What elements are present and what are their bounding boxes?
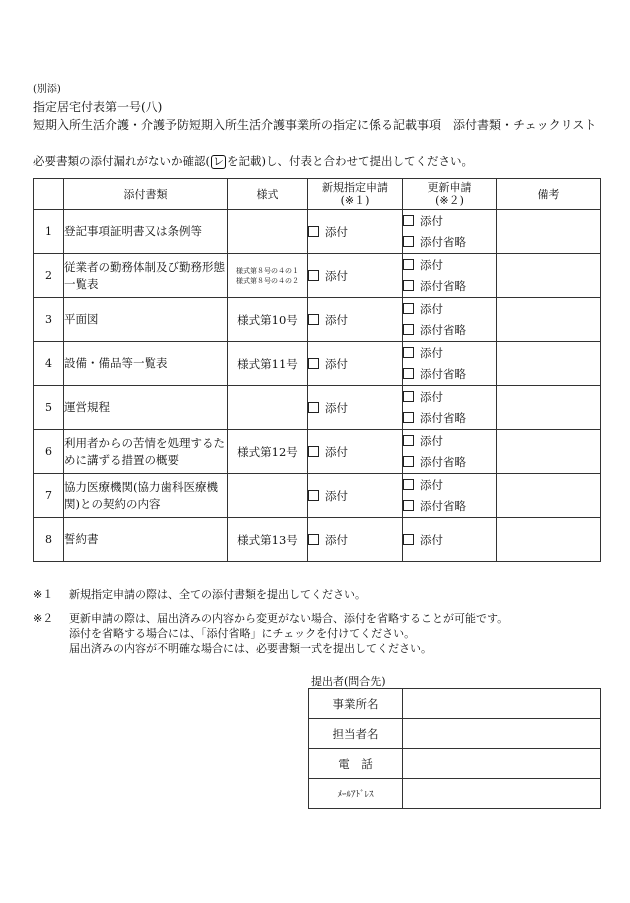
col-header-form: 様式 xyxy=(228,179,308,210)
row-number: 3 xyxy=(34,298,64,342)
phone-label: 電 話 xyxy=(309,749,403,779)
new-application-cell xyxy=(308,342,403,386)
renew-attach-checkbox[interactable] xyxy=(403,215,414,226)
renew-omit-label: 添付省略 xyxy=(420,278,466,293)
note-1-line-1: 新規指定申請の際は、全ての添付書類を提出してください。 xyxy=(69,588,366,601)
renewal-cell xyxy=(403,254,497,298)
renewal-cell xyxy=(403,298,497,342)
col-header-renewal xyxy=(403,179,497,210)
new-application-cell xyxy=(308,430,403,474)
form-number xyxy=(228,474,308,518)
note-2-mark: ※２ xyxy=(33,612,54,625)
note-2 xyxy=(33,611,508,656)
renew-omit-label: 添付省略 xyxy=(420,234,466,249)
document-name: 運営規程 xyxy=(64,386,228,430)
remarks-cell[interactable] xyxy=(497,254,601,298)
checklist-table xyxy=(33,178,601,562)
col-header-new-application xyxy=(308,179,403,210)
table-row xyxy=(34,386,601,430)
row-number: 7 xyxy=(34,474,64,518)
submitter-row xyxy=(309,719,601,749)
table-row xyxy=(34,342,601,386)
new-attach-label: 添付 xyxy=(325,400,348,415)
new-attach-label: 添付 xyxy=(325,444,348,459)
instruction-after: を記載)し、付表と合わせて提出してください。 xyxy=(227,154,473,168)
document-name: 誓約書 xyxy=(64,518,228,562)
renewal-cell xyxy=(403,210,497,254)
form-number: 様式第12号 xyxy=(228,430,308,474)
submitter-table xyxy=(308,688,601,809)
row-number: 2 xyxy=(34,254,64,298)
new-attach-label: 添付 xyxy=(325,488,348,503)
renew-omit-label: 添付省略 xyxy=(420,322,466,337)
renew-attach-label: 添付 xyxy=(420,532,443,547)
renewal-cell xyxy=(403,474,497,518)
remarks-cell[interactable] xyxy=(497,518,601,562)
renew-omit-checkbox[interactable] xyxy=(403,236,414,247)
renew-attach-checkbox[interactable] xyxy=(403,347,414,358)
instruction-before: 必要書類の添付漏れがないか確認( xyxy=(33,154,210,168)
row-number: 5 xyxy=(34,386,64,430)
new-attach-checkbox[interactable] xyxy=(308,358,319,369)
remarks-cell[interactable] xyxy=(497,430,601,474)
remarks-cell[interactable] xyxy=(497,386,601,430)
form-number: 様式第10号 xyxy=(228,298,308,342)
col-header-remarks: 備考 xyxy=(497,179,601,210)
renew-attach-checkbox[interactable] xyxy=(403,534,414,545)
new-application-cell xyxy=(308,518,403,562)
new-attach-checkbox[interactable] xyxy=(308,534,319,545)
renewal-cell xyxy=(403,518,497,562)
remarks-cell[interactable] xyxy=(497,342,601,386)
remarks-cell[interactable] xyxy=(497,210,601,254)
row-number: 1 xyxy=(34,210,64,254)
phone-field[interactable] xyxy=(403,749,601,779)
renew-attach-checkbox[interactable] xyxy=(403,435,414,446)
renew-omit-label: 添付省略 xyxy=(420,498,466,513)
row-number: 8 xyxy=(34,518,64,562)
renew-attach-checkbox[interactable] xyxy=(403,303,414,314)
renew-attach-checkbox[interactable] xyxy=(403,391,414,402)
new-attach-label: 添付 xyxy=(325,356,348,371)
col-header-document: 添付書類 xyxy=(64,179,228,210)
new-application-cell xyxy=(308,298,403,342)
table-row xyxy=(34,518,601,562)
renew-attach-label: 添付 xyxy=(420,477,443,492)
new-attach-label: 添付 xyxy=(325,532,348,547)
new-application-cell xyxy=(308,210,403,254)
submitter-row xyxy=(309,749,601,779)
email-label: ﾒｰﾙｱﾄﾞﾚｽ xyxy=(309,779,403,809)
renew-omit-label: 添付省略 xyxy=(420,454,466,469)
remarks-cell[interactable] xyxy=(497,474,601,518)
note-1-mark: ※１ xyxy=(33,588,54,601)
note-1 xyxy=(33,587,508,602)
form-number xyxy=(228,386,308,430)
renewal-cell xyxy=(403,430,497,474)
renew-omit-checkbox[interactable] xyxy=(403,456,414,467)
annex-label: (別添) xyxy=(33,84,61,95)
renew-omit-checkbox[interactable] xyxy=(403,500,414,511)
renew-attach-label: 添付 xyxy=(420,257,443,272)
remarks-cell[interactable] xyxy=(497,298,601,342)
contact-person-label: 担当者名 xyxy=(309,719,403,749)
note-2-line-3: 届出済みの内容が不明確な場合には、必要書類一式を提出してください。 xyxy=(69,642,432,655)
col-header-renew-line1: 更新申請 xyxy=(427,181,472,194)
note-2-line-1: 更新申請の際は、届出済みの内容から変更がない場合、添付を省略することが可能です。 xyxy=(69,612,509,625)
form-number-line2: 様式第８号の４の２ xyxy=(236,276,299,285)
renew-attach-label: 添付 xyxy=(420,433,443,448)
renew-omit-label: 添付省略 xyxy=(420,410,466,425)
form-id: 指定居宅付表第一号(八) xyxy=(33,100,163,114)
col-header-new-line1: 新規指定申請 xyxy=(322,181,388,194)
table-row xyxy=(34,430,601,474)
renew-omit-checkbox[interactable] xyxy=(403,412,414,423)
submitter-row xyxy=(309,689,601,719)
new-application-cell xyxy=(308,386,403,430)
document-name: 平面図 xyxy=(64,298,228,342)
col-header-no xyxy=(34,179,64,210)
row-number: 6 xyxy=(34,430,64,474)
table-row xyxy=(34,210,601,254)
table-header-row xyxy=(34,179,601,210)
renew-omit-checkbox[interactable] xyxy=(403,324,414,335)
table-row xyxy=(34,298,601,342)
form-number xyxy=(228,254,308,298)
new-application-cell xyxy=(308,474,403,518)
new-attach-checkbox[interactable] xyxy=(308,490,319,501)
renewal-cell xyxy=(403,342,497,386)
col-header-renew-line2: (※２) xyxy=(435,194,464,207)
renew-omit-checkbox[interactable] xyxy=(403,280,414,291)
form-number-line1: 様式第８号の４の１ xyxy=(236,266,299,275)
document-name: 設備・備品等一覧表 xyxy=(64,342,228,386)
office-name-label: 事業所名 xyxy=(309,689,403,719)
note-2-line-2: 添付を省略する場合には、「添付省略」にチェックを付けてください。 xyxy=(69,627,416,640)
new-attach-label: 添付 xyxy=(325,312,348,327)
document-name: 利用者からの苦情を処理するために講ずる措置の概要 xyxy=(64,430,228,474)
table-row xyxy=(34,474,601,518)
renew-attach-checkbox[interactable] xyxy=(403,479,414,490)
renew-omit-label: 添付省略 xyxy=(420,366,466,381)
document-name: 協力医療機関(協力歯科医療機関)との契約の内容 xyxy=(64,474,228,518)
document-name: 従業者の勤務体制及び勤務形態一覧表 xyxy=(64,254,228,298)
row-number: 4 xyxy=(34,342,64,386)
submitter-caption: 提出者(問合先) xyxy=(311,675,386,688)
form-number: 様式第13号 xyxy=(228,518,308,562)
contact-person-field[interactable] xyxy=(403,719,601,749)
form-number xyxy=(228,210,308,254)
page-title: 短期入所生活介護・介護予防短期入所生活介護事業所の指定に係る記載事項 添付書類・チェックリスト xyxy=(33,118,597,132)
new-attach-label: 添付 xyxy=(325,268,348,283)
new-attach-checkbox[interactable] xyxy=(308,446,319,457)
submitter-row xyxy=(309,779,601,809)
new-attach-checkbox[interactable] xyxy=(308,270,319,281)
renew-omit-checkbox[interactable] xyxy=(403,368,414,379)
instruction-text xyxy=(33,153,473,169)
document-name: 登記事項証明書又は条例等 xyxy=(64,210,228,254)
renew-attach-checkbox[interactable] xyxy=(403,259,414,270)
office-name-field[interactable] xyxy=(403,689,601,719)
table-row xyxy=(34,254,601,298)
email-field[interactable] xyxy=(403,779,601,809)
new-attach-checkbox[interactable] xyxy=(308,402,319,413)
col-header-new-line2: (※１) xyxy=(340,194,370,207)
new-application-cell xyxy=(308,254,403,298)
form-number: 様式第11号 xyxy=(228,342,308,386)
renew-attach-label: 添付 xyxy=(420,213,443,228)
renew-attach-label: 添付 xyxy=(420,301,443,316)
notes-section xyxy=(33,587,508,656)
new-attach-checkbox[interactable] xyxy=(308,226,319,237)
check-mark-sample: レ xyxy=(213,155,224,168)
new-attach-checkbox[interactable] xyxy=(308,314,319,325)
renewal-cell xyxy=(403,386,497,430)
renew-attach-label: 添付 xyxy=(420,345,443,360)
new-attach-label: 添付 xyxy=(325,224,348,239)
renew-attach-label: 添付 xyxy=(420,389,443,404)
